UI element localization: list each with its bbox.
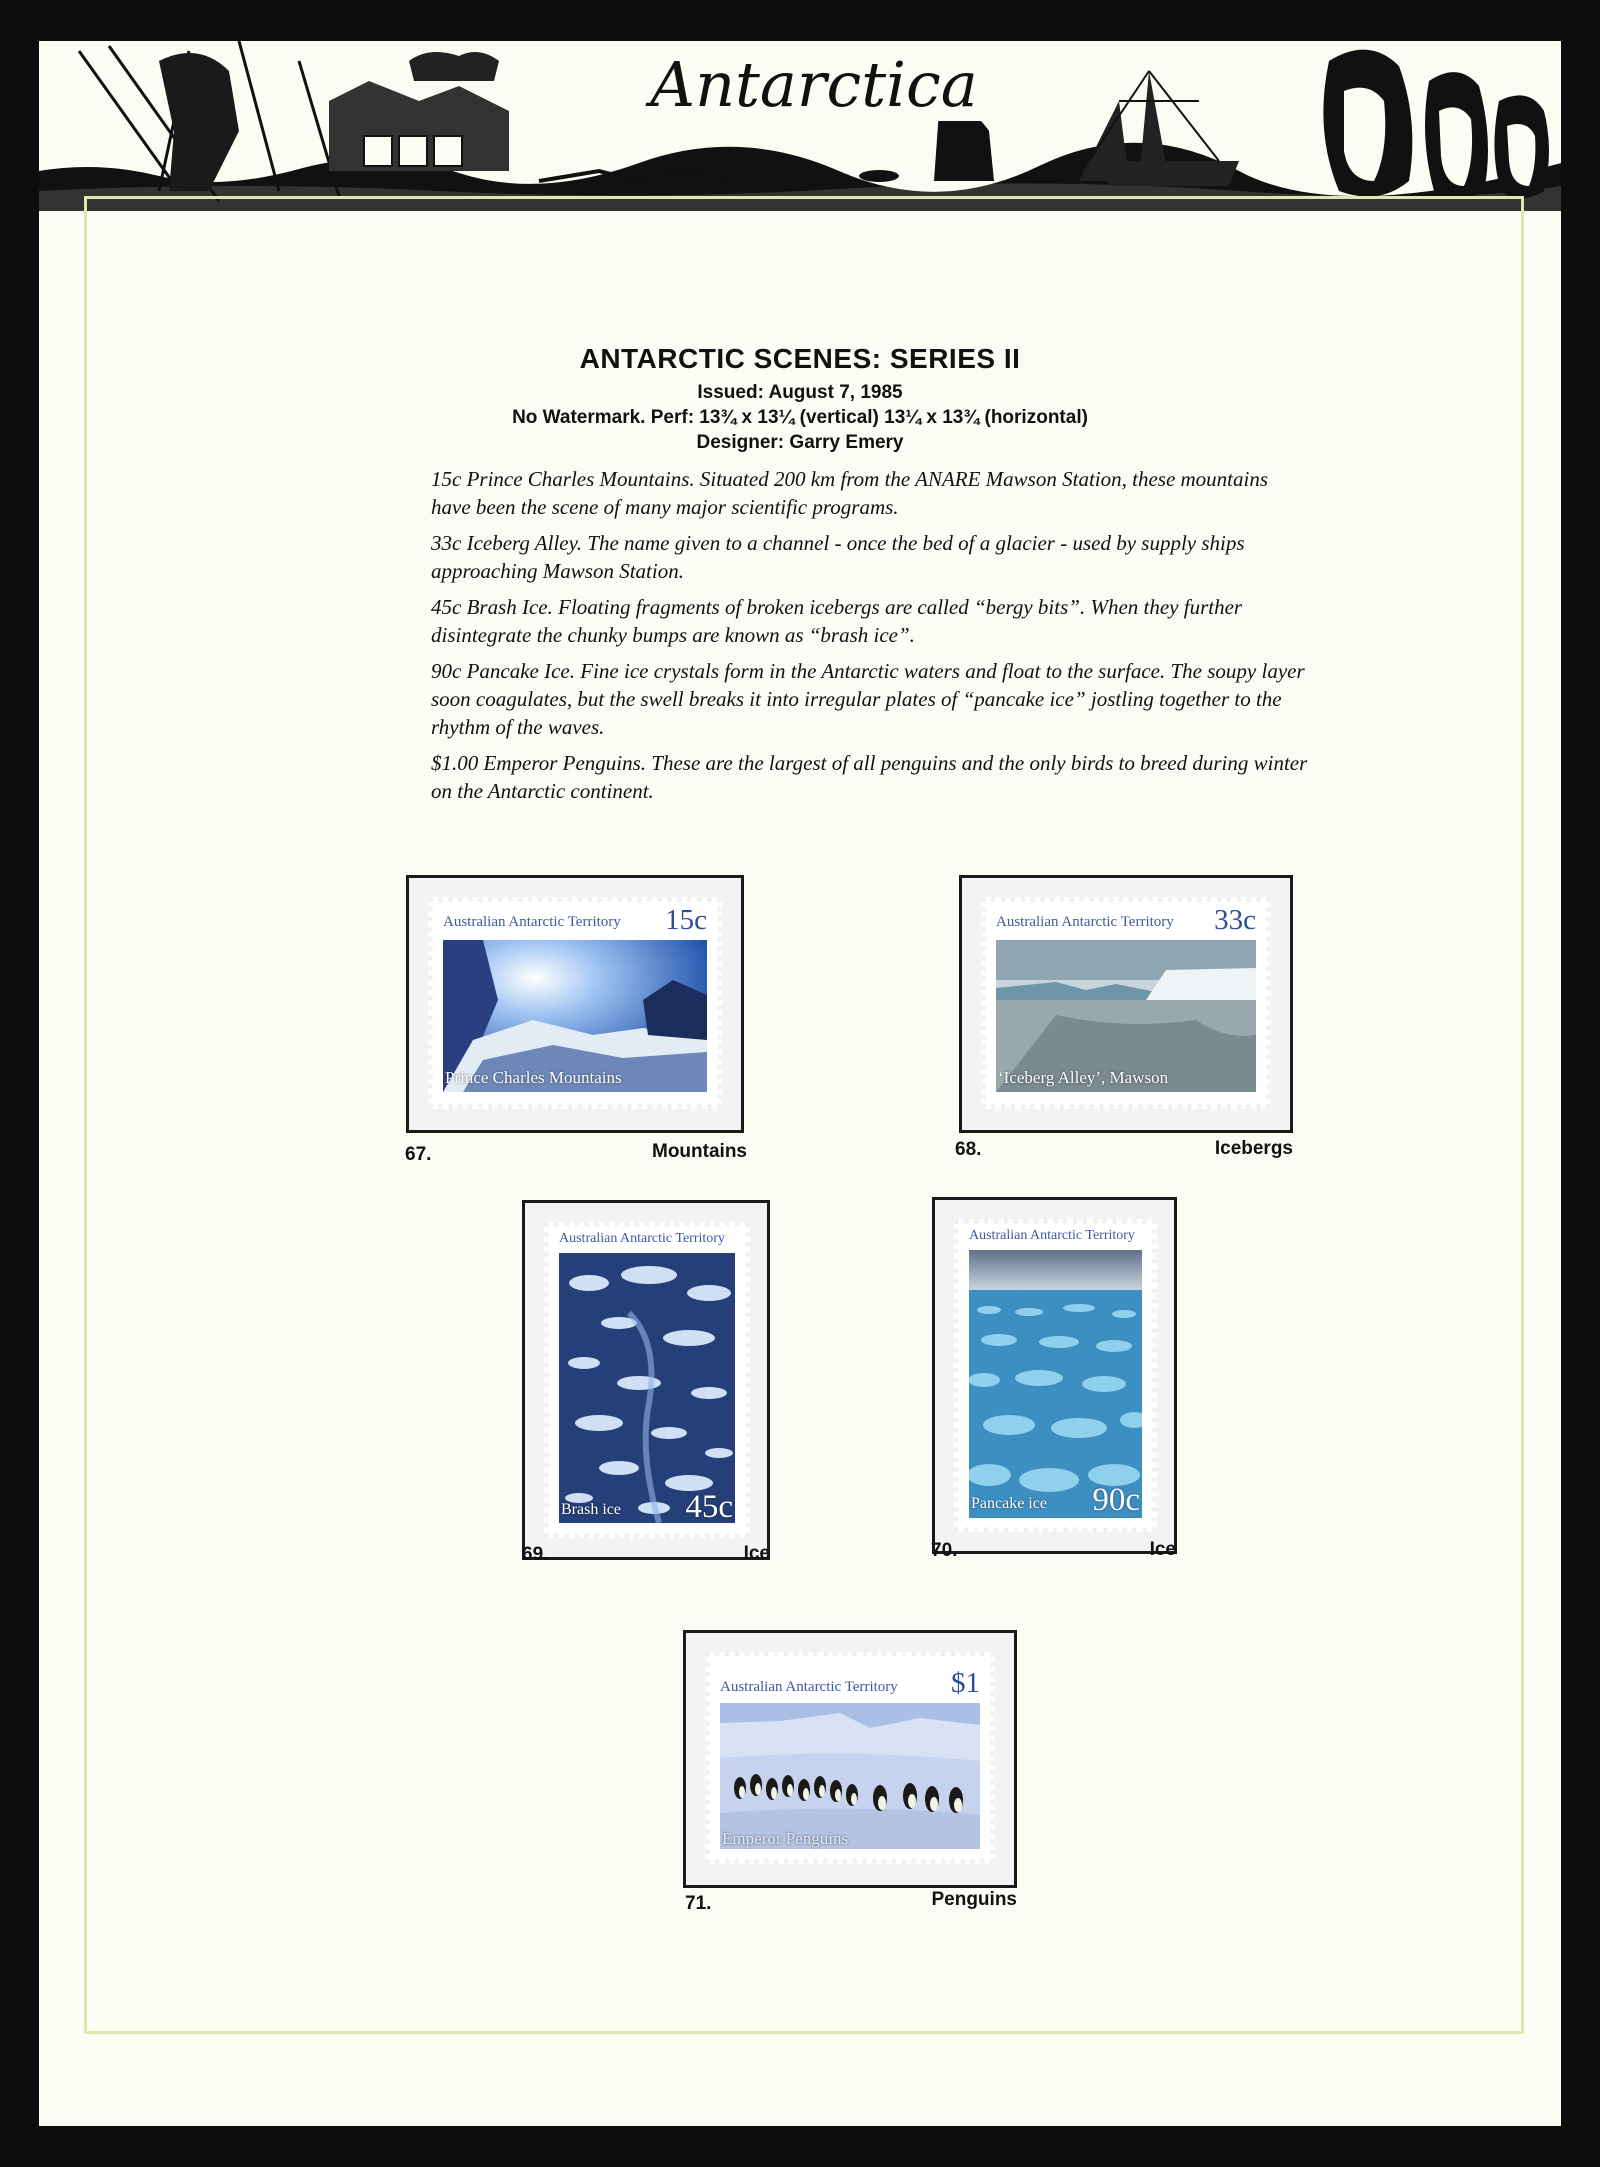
- stamp-value: 45c: [685, 1489, 733, 1525]
- issue-date: Issued: August 7, 1985: [697, 382, 903, 403]
- catalogue-number-71: 71.: [685, 1893, 712, 1914]
- catalogue-number-69: 69.: [522, 1544, 549, 1565]
- stamp-value: 15c: [665, 904, 707, 936]
- stamp-picture-emperor-penguins: [720, 1703, 980, 1849]
- stamp-label-67: Mountains: [652, 1141, 747, 1162]
- stamp-caption: ‘Iceberg Alley’, Mawson: [998, 1068, 1169, 1087]
- catalogue-number-70: 70.: [931, 1540, 958, 1561]
- stamp-value: $1: [951, 1667, 980, 1699]
- stamp-1-dollar: [705, 1652, 995, 1864]
- perforation-info: No Watermark. Perf: 13¾ x 13¼ (vertical) 13¼ x 13¾ (horizontal): [512, 407, 1088, 428]
- stamp-45c: [544, 1222, 750, 1538]
- stamp-territory: Australian Antarctic Territory: [443, 914, 621, 930]
- stamp-mount-67: [406, 875, 744, 1133]
- description-15c: 15c Prince Charles Mountains. Situated 200 km from the ANARE Mawson Station, these mountains have been the scene of many major scientific programs.: [431, 467, 1269, 519]
- stamp-label-68: Icebergs: [1214, 1138, 1293, 1159]
- stamp-mount-68: [959, 875, 1293, 1133]
- stamp-33c: [981, 897, 1271, 1109]
- description-33c: 33c Iceberg Alley. The name given to a channel - once the bed of a glacier - used by supply ships approaching Mawson Station.: [431, 531, 1245, 583]
- stamp-territory: Australian Antarctic Territory: [969, 1228, 1135, 1243]
- stamp-label-71: Penguins: [931, 1889, 1017, 1910]
- stamp-90c: [954, 1219, 1157, 1532]
- catalogue-number-68: 68.: [955, 1139, 982, 1160]
- stamp-caption: Brash ice: [561, 1501, 621, 1518]
- banner-title: Antarctica: [650, 48, 978, 121]
- album-page: [39, 41, 1561, 2126]
- stamp-value: 90c: [1092, 1482, 1140, 1518]
- description-90c: 90c Pancake Ice. Fine ice crystals form in the Antarctic waters and float to the surface. The soupy layer soon coagulates, but the swell breaks it into irregular plates of “pancake ice” jostling together to the rhythm of the waves.: [431, 659, 1305, 739]
- description-1-dollar: $1.00 Emperor Penguins. These are the largest of all penguins and the only birds to breed during winter on the Antarctic continent.: [431, 751, 1308, 803]
- stamp-mount-71: [683, 1630, 1017, 1888]
- antarctica-banner-illustration: [39, 41, 1561, 211]
- stamp-territory: Australian Antarctic Territory: [559, 1231, 725, 1246]
- stamp-caption: Emperor Penguins: [722, 1829, 849, 1848]
- stamp-15c: [428, 897, 722, 1109]
- stamp-picture-pancake-ice: [969, 1250, 1142, 1518]
- stamp-label-69: Ice: [743, 1543, 770, 1564]
- stamp-caption: Prince Charles Mountains: [445, 1068, 622, 1087]
- stamp-value: 33c: [1214, 904, 1256, 936]
- stamp-mount-70: [932, 1197, 1177, 1554]
- stamp-label-70: Ice: [1149, 1539, 1176, 1560]
- stamp-territory: Australian Antarctic Territory: [720, 1679, 898, 1695]
- stamp-territory: Australian Antarctic Territory: [996, 914, 1174, 930]
- stamp-descriptions: [431, 465, 1311, 813]
- catalogue-number-67: 67.: [405, 1144, 432, 1165]
- stamp-caption: Pancake ice: [971, 1495, 1047, 1512]
- designer-credit: Designer: Garry Emery: [696, 432, 904, 453]
- page-title: ANTARCTIC SCENES: SERIES II: [579, 343, 1021, 374]
- stamp-picture-brash-ice: [559, 1253, 735, 1523]
- description-45c: 45c Brash Ice. Floating fragments of broken icebergs are called “bergy bits”. When they further disintegrate the chunky bumps are known as “brash ice”.: [431, 595, 1243, 647]
- stamp-mount-69: [522, 1200, 770, 1560]
